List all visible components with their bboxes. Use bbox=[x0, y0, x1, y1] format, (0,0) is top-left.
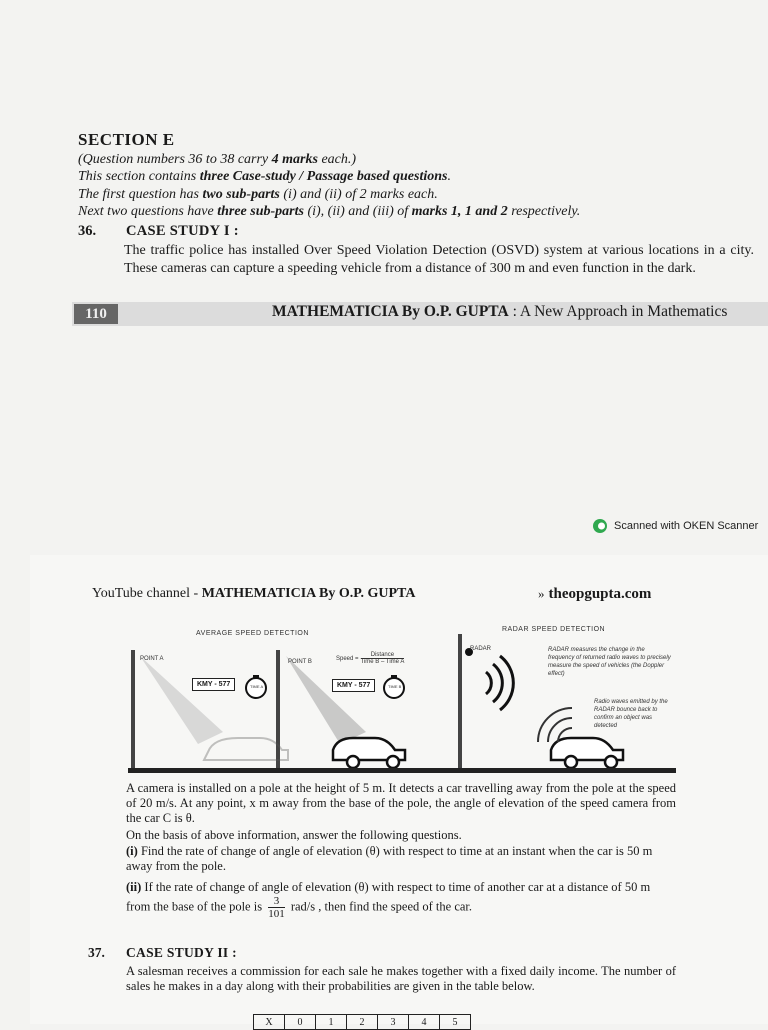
number-plate-a: KMY - 577 bbox=[192, 678, 235, 691]
instruction-text: each.) bbox=[317, 152, 357, 167]
table-cell: X bbox=[254, 1015, 285, 1030]
instruction-text: (i) and (ii) of 2 marks each. bbox=[279, 187, 438, 202]
instruction-text: . bbox=[447, 169, 451, 184]
fraction-numerator: 3 bbox=[268, 895, 285, 908]
scanner-text: Scanned with OKEN Scanner bbox=[614, 520, 759, 532]
return-waves-icon bbox=[538, 708, 572, 742]
table-cell: 1 bbox=[316, 1015, 347, 1030]
point-a-label: POINT A bbox=[140, 656, 164, 662]
radar-note-1: RADAR measures the change in the frequency of returned radio waves to precisely measure the speed of vehicles (the Doppler effect) bbox=[548, 647, 671, 677]
case-study-body: A camera is installed on a pole at the height of 5 m. It detects a car travelling away from the pole at the speed of 20 m/s. At any point, x m away from the base of the pole, the angle of elevation of the speed camera from the car C is θ. bbox=[126, 781, 676, 825]
instruction-text: (Question numbers 36 to 38 carry bbox=[78, 152, 272, 167]
number-plate-b: KMY - 577 bbox=[332, 679, 375, 692]
instruction-line-2 bbox=[78, 169, 451, 185]
camera-beam-a bbox=[140, 656, 223, 744]
camera-beam-b bbox=[286, 656, 366, 744]
instruction-text: The first question has bbox=[78, 187, 203, 202]
fraction-denominator: 101 bbox=[268, 908, 285, 920]
table-cell: 5 bbox=[440, 1015, 471, 1030]
car-radar-icon bbox=[551, 738, 623, 768]
youtube-name: MATHEMATICIA By O.P. GUPTA bbox=[201, 586, 416, 601]
instruction-text: Next two questions have bbox=[78, 204, 218, 219]
time-b-label: TIME B bbox=[388, 684, 402, 689]
pole-radar bbox=[458, 634, 462, 768]
road bbox=[128, 768, 676, 773]
question-part-1 bbox=[126, 844, 676, 874]
radar-note-2: Radio waves emitted by the RADAR bounce back to confirm an object was detected bbox=[594, 699, 668, 729]
instruction-emphasis: three Case-study / Passage based questions bbox=[199, 169, 448, 184]
point-b-label: POINT B bbox=[288, 659, 312, 665]
youtube-prefix: YouTube channel - bbox=[92, 586, 202, 601]
radar-speed-title: RADAR SPEED DETECTION bbox=[502, 626, 606, 633]
speed-formula-numerator: Distance bbox=[361, 652, 405, 659]
instruction-emphasis: three sub-parts bbox=[217, 204, 304, 219]
section-title: SECTION E bbox=[78, 130, 175, 149]
time-a-label: TIME A bbox=[250, 684, 264, 689]
page-number: 110 bbox=[74, 304, 118, 324]
speed-formula-denominator: Time B – Time A bbox=[360, 659, 405, 665]
table-row bbox=[254, 1015, 471, 1030]
instruction-text: This section contains bbox=[78, 169, 200, 184]
fraction bbox=[268, 895, 285, 920]
speed-formula-left: Speed = bbox=[336, 655, 359, 662]
probability-table bbox=[253, 1014, 471, 1030]
instruction-line-4 bbox=[78, 204, 580, 220]
part-text: If the rate of change of angle of elevation (θ) with respect to time of another car at a distance of 50 m from the base of the pole is bbox=[126, 880, 651, 914]
scanner-watermark bbox=[592, 518, 758, 534]
car-icon bbox=[333, 738, 405, 768]
arrow-icon: » bbox=[538, 586, 545, 601]
part-label: (i) bbox=[126, 844, 138, 858]
pole-b bbox=[276, 650, 280, 768]
case-study-heading: CASE STUDY I : bbox=[126, 223, 239, 239]
question-number: 37. bbox=[88, 945, 105, 960]
speed-formula-fraction bbox=[361, 652, 405, 665]
website-url: theopgupta.com bbox=[548, 586, 652, 602]
part-label: (ii) bbox=[126, 880, 142, 894]
instruction-emphasis: marks 1, 1 and 2 bbox=[411, 204, 508, 219]
book-title bbox=[272, 303, 727, 321]
instruction-line-3 bbox=[78, 187, 438, 203]
book-title-main: MATHEMATICIA By O.P. GUPTA bbox=[272, 303, 509, 320]
table-cell: 4 bbox=[409, 1015, 440, 1030]
radar-label: RADAR bbox=[470, 646, 492, 652]
question-number: 36. bbox=[78, 223, 97, 239]
website bbox=[538, 586, 651, 603]
instruction-line-1 bbox=[78, 152, 356, 168]
case-study-intro: The traffic police has installed Over Speed Violation Detection (OSVD) system at various locations in a city. These cameras can capture a speeding vehicle from a distance of 300 m and even function in the dark. bbox=[124, 243, 754, 276]
case-study-intro: A salesman receives a commission for each sale he makes together with a fixed daily income. The number of sales he makes in a day along with their probabilities are given in the table below. bbox=[126, 964, 676, 993]
speed-formula bbox=[336, 652, 404, 665]
book-subtitle: : A New Approach in Mathematics bbox=[508, 303, 728, 320]
instruction-text: respectively. bbox=[507, 204, 581, 219]
car-faded-icon bbox=[204, 738, 288, 760]
instruction-emphasis: 4 marks bbox=[271, 152, 318, 167]
instruction-text: (i), (ii) and (iii) of bbox=[303, 204, 412, 219]
instruction-emphasis: two sub-parts bbox=[202, 187, 280, 202]
average-speed-title: AVERAGE SPEED DETECTION bbox=[196, 630, 309, 637]
case-study-heading: CASE STUDY II : bbox=[126, 945, 237, 960]
instructions: On the basis of above information, answer the following questions. bbox=[126, 828, 462, 842]
pole-a bbox=[131, 650, 135, 768]
speed-detection-illustration bbox=[128, 622, 676, 770]
part-text: rad/s , then find the speed of the car. bbox=[287, 899, 473, 914]
radar-waves-icon bbox=[486, 656, 513, 710]
table-cell: 2 bbox=[347, 1015, 378, 1030]
scanner-logo-icon bbox=[592, 518, 608, 534]
table-cell: 0 bbox=[285, 1015, 316, 1030]
youtube-channel bbox=[92, 586, 415, 602]
table-cell: 3 bbox=[378, 1015, 409, 1030]
question-part-2 bbox=[126, 880, 676, 920]
part-text: Find the rate of change of angle of elevation (θ) with respect to time at an instant when the car is 50 m away from the pole. bbox=[126, 844, 653, 873]
